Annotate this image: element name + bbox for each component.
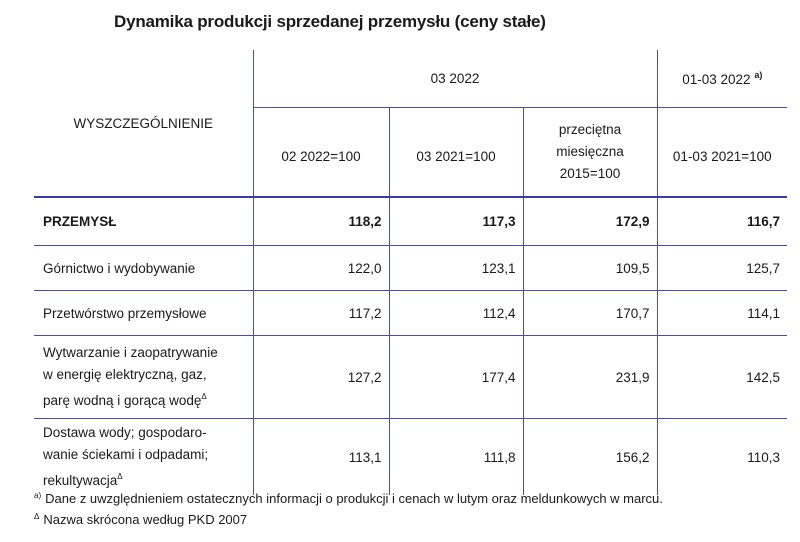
row-name — [34, 419, 253, 496]
row-name: Górnictwo i wydobywanie — [34, 246, 253, 291]
group-header-01-03-2022 — [657, 50, 787, 108]
footnote-text: Dane z uwzględnieniem ostatecznych informacji o produkcji i cenach w lutym oraz meldunkowych w marcu. — [45, 491, 663, 506]
cell-value: 113,1 — [253, 419, 389, 496]
row-name-line: w energię elektryczną, gaz, — [43, 367, 207, 382]
footnote-mark: Δ — [34, 512, 40, 521]
cell-value: 170,7 — [523, 291, 657, 336]
row-name: PRZEMYSŁ — [43, 214, 117, 229]
cell-value: 125,7 — [657, 246, 787, 291]
col-header-03-2021: 03 2021=100 — [389, 108, 523, 198]
col-header-avg-2015 — [523, 108, 657, 198]
table-row — [34, 336, 787, 419]
row-name-line-last: parę wodną i gorącą wodę$^\Delta$ — [43, 392, 207, 408]
cell-value: 177,4 — [389, 336, 523, 419]
row-label-header: WYSZCZEGÓLNIENIE — [73, 116, 213, 131]
cell-value: 114,1 — [657, 291, 787, 336]
row-name — [34, 336, 253, 419]
cell-value: 118,2 — [253, 197, 389, 246]
col-header-line: miesięczna — [556, 144, 624, 159]
group-header-label: 01-03 2022 — [682, 72, 751, 87]
cell-value: 116,7 — [657, 197, 787, 246]
row-name-line: Dostawa wody; gospodaro- — [43, 425, 207, 440]
industrial-production-table — [34, 50, 787, 495]
cell-value: 127,2 — [253, 336, 389, 419]
footnote-text: Nazwa skrócona według PKD 2007 — [43, 512, 248, 527]
footnote-mark-delta: Δ — [117, 472, 123, 481]
group-header-03-2022: 03 2022 — [253, 50, 657, 108]
col-header-02-2022: 02 2022=100 — [253, 108, 389, 198]
table-title: Dynamika produkcji sprzedanej przemysłu (ceny stałe) — [114, 12, 546, 31]
row-name-line: Wytwarzanie i zaopatrywanie — [43, 345, 218, 360]
footnote-mark-delta: Δ — [201, 392, 207, 401]
table-row — [34, 419, 787, 496]
table-row — [34, 197, 787, 246]
cell-value: 117,3 — [389, 197, 523, 246]
cell-value: 231,9 — [523, 336, 657, 419]
cell-value: 122,0 — [253, 246, 389, 291]
col-header-line: przeciętna — [558, 122, 622, 137]
cell-value: 142,5 — [657, 336, 787, 419]
footnote-mark: a) — [34, 491, 42, 500]
cell-value: 156,2 — [523, 419, 657, 496]
footnote-delta — [34, 512, 247, 527]
table-row — [34, 291, 787, 336]
cell-value: 123,1 — [389, 246, 523, 291]
row-name: Przetwórstwo przemysłowe — [34, 291, 253, 336]
cell-value: 110,3 — [657, 419, 787, 496]
col-header-01-03-2021: 01-03 2021=100 — [657, 108, 787, 198]
col-header-line: 2015=100 — [559, 166, 621, 181]
cell-value: 109,5 — [523, 246, 657, 291]
footnote-mark-a: a) — [754, 70, 763, 80]
table-row — [34, 246, 787, 291]
cell-value: 117,2 — [253, 291, 389, 336]
cell-value: 172,9 — [523, 197, 657, 246]
cell-value: 112,4 — [389, 291, 523, 336]
row-name-line: wanie ściekami i odpadami; — [43, 447, 209, 462]
row-name-line-last: rekultywacja$^\Delta$ — [43, 472, 123, 488]
cell-value: 111,8 — [389, 419, 523, 496]
footnote-a — [34, 491, 663, 506]
